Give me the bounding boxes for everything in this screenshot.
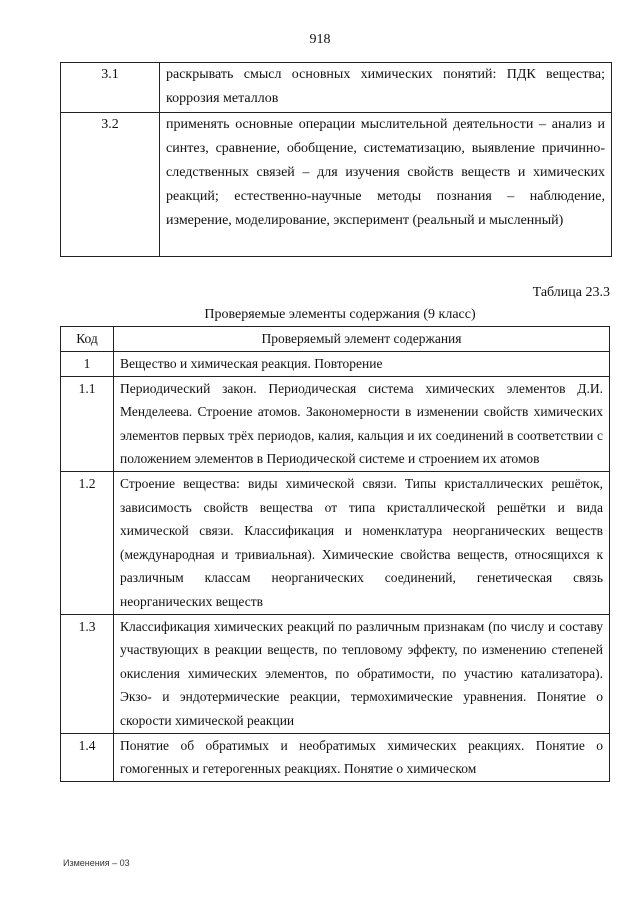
content-elements-table <box>60 326 610 782</box>
table-row <box>61 63 612 113</box>
table-number: Таблица 23.3 <box>532 285 610 300</box>
row-text: раскрывать смысл основных химических понятий: ПДК вещества; коррозия металлов <box>160 63 612 113</box>
row-text: Строение вещества: виды химической связи. Типы кристаллических решёток, зависимость свойств вещества от типа кристаллической решётки и вида химической связи. Классификация и номенклатура неорганических веществ (международная и тривиальная). Химические свойства веществ, относящихся к различным классам неорганических соединений, генетическая связь неорганических веществ <box>114 471 610 614</box>
row-text: Вещество и химическая реакция. Повторение <box>114 352 610 377</box>
row-text: применять основные операции мыслительной деятельности – анализ и синтез, сравнение, обобщение, систематизацию, выявление причинно-следственных связей – для изучения свойств веществ и химических реакций; естественно-научные методы познания – наблюдение, измерение, моделирование, эксперимент (реальный и мысленный) <box>160 113 612 257</box>
header-element: Проверяемый элемент содержания <box>114 327 610 352</box>
row-code: 3.1 <box>61 63 160 113</box>
row-code: 1 <box>61 352 114 377</box>
row-code: 3.2 <box>61 113 160 257</box>
header-code: Код <box>61 327 114 352</box>
row-text: Классификация химических реакций по различным признакам (по числу и составу участвующих в реакции веществ, по тепловому эффекту, по изменению степеней окисления химических элементов, по обратимости, по участию катализатора). Экзо- и эндотермические реакции, термохимические уравнения. Понятие о скорости химической реакции <box>114 614 610 733</box>
footer-revision: Изменения – 03 <box>63 858 130 868</box>
page-number: 918 <box>309 32 331 47</box>
row-code: 1.2 <box>61 471 114 614</box>
table-row <box>61 471 610 614</box>
row-code: 1.3 <box>61 614 114 733</box>
table-caption: Проверяемые элементы содержания (9 класс) <box>204 307 476 322</box>
table-row <box>61 614 610 733</box>
row-code: 1.1 <box>61 376 114 471</box>
row-text: Понятие об обратимых и необратимых химических реакциях. Понятие о гомогенных и гетерогенных реакциях. Понятие о химическом <box>114 733 610 781</box>
row-code: 1.4 <box>61 733 114 781</box>
table-header-row <box>61 327 610 352</box>
table-row <box>61 733 610 781</box>
skills-table <box>60 62 612 257</box>
table-row <box>61 376 610 471</box>
table-row <box>61 113 612 257</box>
row-text: Периодический закон. Периодическая система химических элементов Д.И. Менделеева. Строение атомов. Закономерности в изменении свойств химических элементов первых трёх периодов, калия, кальция и их соединений в соответствии с положением элементов в Периодической системе и строением их атомов <box>114 376 610 471</box>
table-row <box>61 352 610 377</box>
